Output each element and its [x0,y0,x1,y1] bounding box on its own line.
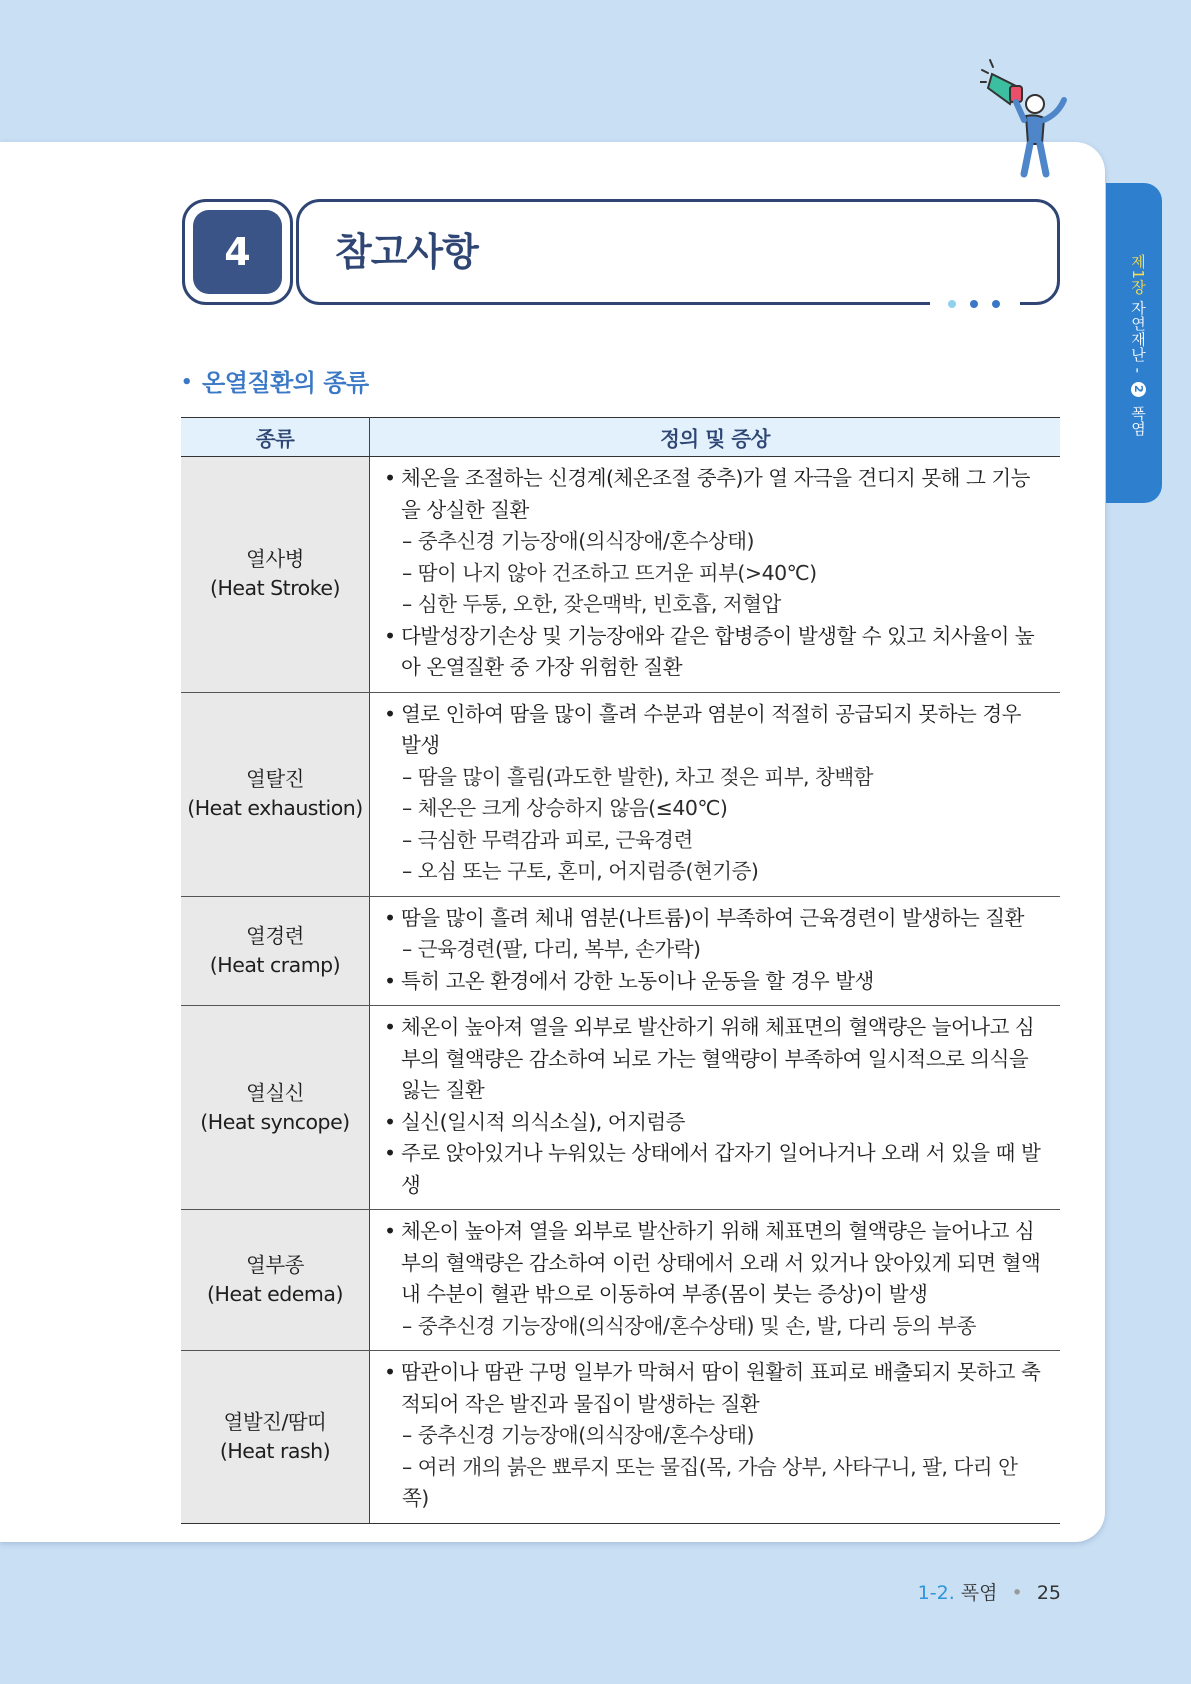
table-row [181,1351,1060,1524]
decor-dot [992,300,1000,308]
symptom-bullet [384,903,1044,935]
chapter-title: 자연재난 - [1129,300,1147,374]
symptom-subitem: – 근육경련(팔, 다리, 복부, 손가락) [402,937,701,961]
bullet-mark: • [384,1141,396,1165]
symptom-text: 땀관이나 땀관 구멍 일부가 막혀서 땀이 원활히 표피로 배출되지 못하고 축적되어 작은 발진과 물집이 발생하는 질환 [401,1360,1041,1416]
symptom-text: 열로 인하여 땀을 많이 흘려 수분과 염분이 적절히 공급되지 못하는 경우 발생 [401,701,1021,757]
table-row [181,457,1060,693]
symptom-text: 체온을 조절하는 신경계(체온조절 중추)가 열 자극을 견디지 못해 그 기능을 상실한 질환 [401,466,1030,522]
symptom-bullet [384,1357,1044,1420]
symptom-text: 체온이 높아져 열을 외부로 발산하기 위해 체표면의 혈액량은 늘어나고 심부의 혈액량은 감소하여 뇌로 가는 혈액량이 부족하여 일시적으로 의식을 잃는 질환 [401,1015,1035,1102]
symptom-subitem: – 체온은 크게 상승하지 않음(≤40℃) [402,796,728,820]
symptom-text: 땀을 많이 흘려 체내 염분(나트륨)이 부족하여 근육경련이 발생하는 질환 [401,905,1024,930]
illness-definition-cell [370,1006,1061,1210]
symptom-bullet [384,463,1044,526]
illness-name: 열경련 [246,923,304,948]
illness-english-name: (Heat rash) [219,1438,331,1463]
symptom-bullet [384,1216,1044,1311]
decor-dot [948,300,956,308]
symptom-bullet [384,1107,1044,1139]
bullet-mark: • [384,701,396,726]
illness-definition-cell [370,896,1061,1006]
subsection-heading-text: 온열질환의 종류 [202,369,369,397]
bullet-mark: • [384,466,396,490]
illness-type-cell [181,1210,370,1351]
illness-definition-cell [370,692,1061,896]
bullet-mark: • [384,1015,396,1039]
symptom-subitem: – 중추신경 기능장애(의식장애/혼수상태) 및 손, 발, 다리 등의 부종 [402,1313,976,1338]
symptom-bullet [384,699,1044,762]
symptom-subitem: – 중추신경 기능장애(의식장애/혼수상태) [402,1423,755,1447]
heat-illness-table [181,417,1060,1524]
symptom-subitem: – 극심한 무력감과 피로, 근육경련 [402,827,693,852]
bullet-mark: • [384,1219,396,1243]
bullet-mark: • [384,1109,396,1134]
footer-section-number: 1-2. [917,1582,955,1604]
illness-type-cell [181,457,370,693]
illness-name: 열부종 [246,1253,304,1277]
illness-definition-cell [370,1210,1061,1351]
illness-type-cell [181,692,370,896]
illness-english-name: (Heat cramp) [209,952,341,977]
symptom-bullet [384,1012,1044,1107]
section-number-box [182,199,293,305]
illness-english-name: (Heat syncope) [200,1109,350,1134]
symptom-subitem: – 땀이 나지 않아 건조하고 뜨거운 피부(>40℃) [402,560,817,585]
decor-dot [970,300,978,308]
table-body [181,457,1060,1524]
section-title-box [296,199,1060,305]
table-row [181,692,1060,896]
symptom-bullet [384,621,1044,684]
symptom-bullet [384,966,1044,998]
section-number: 4 [193,210,282,294]
megaphone-mascot-icon [980,58,1080,178]
chapter-topic: 폭염 [1129,405,1147,437]
symptom-subitem: – 심한 두통, 오한, 잦은맥박, 빈호흡, 저혈압 [402,592,781,616]
illness-type-cell [181,896,370,1006]
symptom-subitem: – 오심 또는 구토, 혼미, 어지럼증(현기증) [402,859,759,883]
table-row [181,1210,1060,1351]
table-header-type: 종류 [181,418,370,457]
illness-type-cell [181,1351,370,1524]
illness-definition-cell [370,1351,1061,1524]
symptom-text: 특히 고온 환경에서 강한 노동이나 운동을 할 경우 발생 [401,968,874,993]
page-footer [918,1578,1061,1605]
bullet-mark: • [384,905,396,930]
table-header-row [181,418,1060,457]
symptom-text: 체온이 높아져 열을 외부로 발산하기 위해 체표면의 혈액량은 늘어나고 심부의 혈액량은 감소하여 이런 상태에서 오래 서 있거나 앉아있게 되면 혈액 내 수분이 혈관 밖으로 이동하여 부종(몸이 붓는 증상)이 발생 [401,1219,1041,1306]
bullet-mark: • [384,968,396,993]
heading-bullet: • [181,372,193,393]
illness-english-name: (Heat Stroke) [210,576,340,601]
section-title: 참고사항 [335,230,478,274]
symptom-subitem: – 중추신경 기능장애(의식장애/혼수상태) [402,529,755,553]
illness-name: 열실신 [246,1080,304,1105]
illness-name: 열사병 [246,547,304,572]
chapter-side-tab-label [1119,254,1149,454]
footer-topic: 폭염 [960,1582,998,1604]
table-header-definition: 정의 및 증상 [370,418,1061,457]
symptom-text: 다발성장기손상 및 기능장애와 같은 합병증이 발생할 수 있고 치사율이 높아 온열질환 중 가장 위험한 질환 [401,623,1035,679]
bullet-mark: • [384,1360,396,1384]
illness-type-cell [181,1006,370,1210]
symptom-subitem: – 여러 개의 붉은 뾰루지 또는 물집(목, 가슴 상부, 사타구니, 팔, 다리 안쪽) [402,1454,1018,1510]
subsection-heading [181,363,369,398]
symptom-text: 주로 앉아있거나 누워있는 상태에서 갑자기 일어나거나 오래 서 있을 때 발생 [401,1141,1041,1197]
illness-name: 열탈진 [246,767,304,791]
symptom-bullet [384,1138,1044,1201]
table-row [181,1006,1060,1210]
chapter-number-badge: 2 [1131,382,1146,397]
symptom-subitem: – 땀을 많이 흘림(과도한 발한), 차고 젖은 피부, 창백함 [402,764,873,789]
footer-separator: • [1011,1582,1023,1604]
illness-name: 열발진/땀띠 [223,1409,327,1434]
illness-definition-cell [370,457,1061,693]
chapter-label: 제1장 [1129,254,1147,296]
illness-english-name: (Heat exhaustion) [187,796,363,820]
table-row [181,896,1060,1006]
bullet-mark: • [384,623,396,648]
illness-english-name: (Heat edema) [207,1282,343,1306]
page-number: 25 [1036,1582,1061,1604]
symptom-text: 실신(일시적 의식소실), 어지럼증 [401,1109,685,1134]
